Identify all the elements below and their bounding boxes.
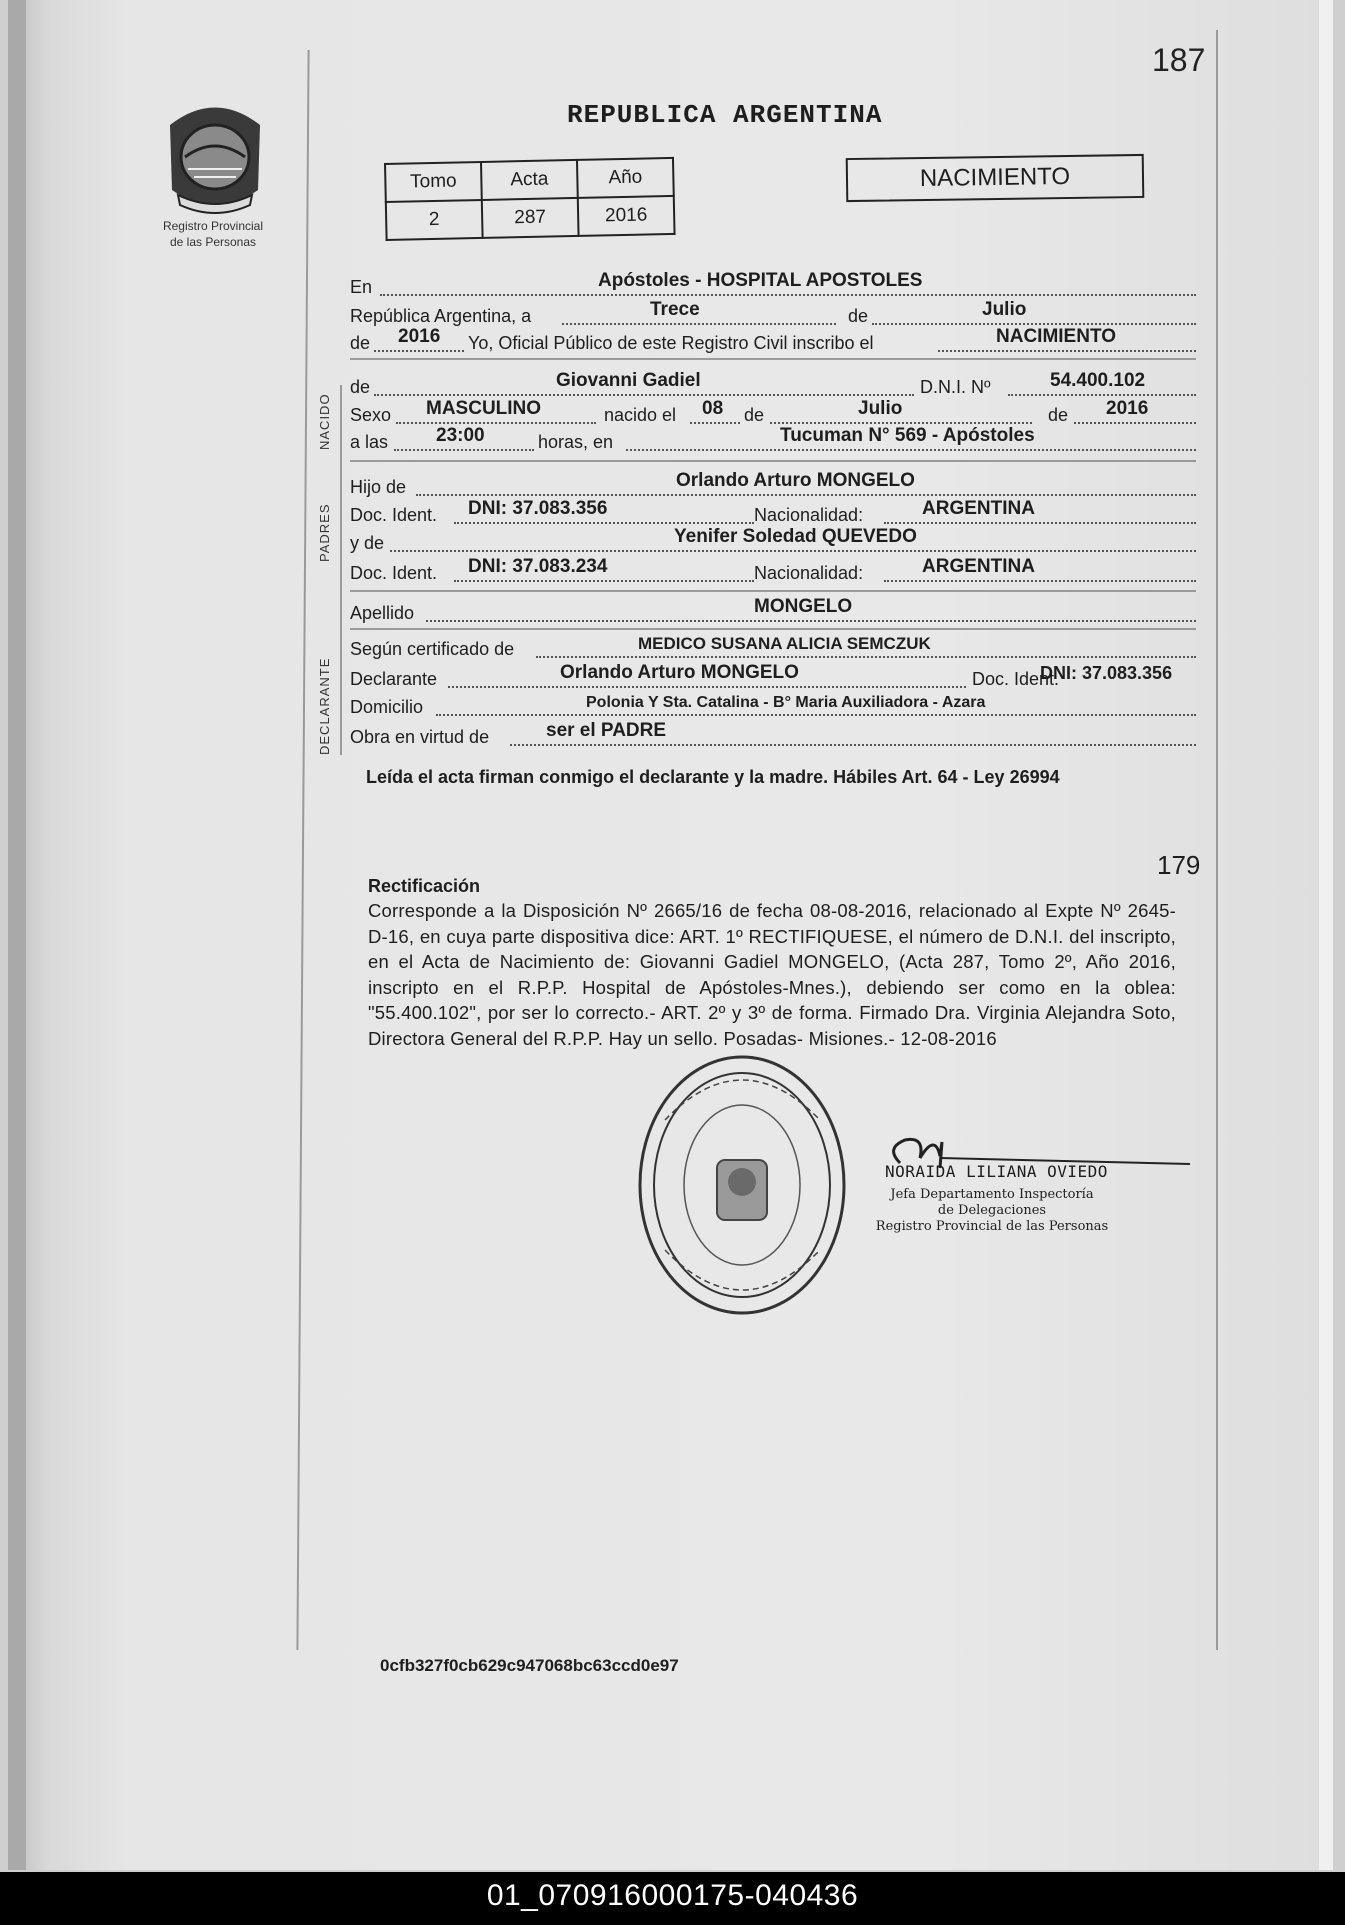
- field-value: 2016: [1106, 398, 1149, 419]
- dotted-line: [448, 686, 966, 688]
- page-left-edge: [8, 0, 26, 1870]
- seal-caption: [138, 218, 288, 250]
- field-value: Orlando Arturo MONGELO: [560, 662, 799, 683]
- field-label: En: [350, 277, 373, 297]
- field-label: Doc. Ident.: [972, 669, 1060, 689]
- field-value: Yenifer Soledad QUEVEDO: [674, 526, 917, 547]
- official-stamp-icon: [635, 1050, 850, 1320]
- field-doc-padre: [350, 498, 1196, 528]
- rectification-title: Rectificación: [368, 876, 481, 896]
- field-certificado: [350, 632, 1196, 662]
- registry-value: 2016: [578, 196, 675, 236]
- section-divider: [350, 358, 1196, 360]
- field-label: Declarante: [350, 669, 438, 689]
- dotted-line: [390, 550, 1196, 552]
- section-divider: [350, 460, 1196, 462]
- rectification-number: 179: [1157, 850, 1201, 880]
- field-value: DNI: 37.083.356: [1040, 663, 1173, 683]
- field-label: Nacionalidad:: [754, 505, 864, 525]
- signatory-role-line: de Delegaciones: [937, 1203, 1047, 1218]
- field-label: nacido el: [604, 405, 677, 425]
- seal-caption-line: Registro Provincial: [162, 219, 264, 233]
- field-year: [350, 326, 1196, 356]
- signatory-role-line: Jefa Departamento Inspectoría: [890, 1187, 1094, 1202]
- dotted-line: [374, 350, 464, 352]
- field-doc-madre: [350, 556, 1196, 586]
- field-nombre: [350, 370, 1196, 400]
- section-divider: [350, 590, 1196, 592]
- field-apellido: [350, 596, 1196, 626]
- field-value: Julio: [982, 299, 1027, 320]
- provincial-seal-icon: [150, 95, 280, 215]
- field-label: horas, en: [538, 432, 614, 452]
- page-number: 187: [1152, 42, 1206, 78]
- field-value: 54.400.102: [1050, 370, 1146, 391]
- field-value: Orlando Arturo MONGELO: [676, 470, 915, 491]
- field-label: de: [848, 306, 869, 326]
- field-label: de: [350, 377, 371, 397]
- registry-value: 287: [482, 198, 579, 238]
- field-value: Tucuman N° 569 - Apóstoles: [780, 425, 1035, 446]
- registry-header: Acta: [481, 160, 578, 200]
- field-value: Giovanni Gadiel: [556, 370, 701, 391]
- dotted-line: [562, 323, 836, 325]
- field-value: Julio: [858, 398, 903, 419]
- field-en: [350, 270, 1196, 300]
- dotted-line: [536, 656, 1196, 658]
- dotted-line: [1008, 394, 1196, 396]
- field-label: D.N.I. Nº: [920, 377, 991, 397]
- dotted-line: [626, 449, 1196, 451]
- closing-statement: Leída el acta firman conmigo el declarante y la madre. Hábiles Art. 64 - Ley 26994: [366, 767, 1060, 787]
- dotted-line: [1074, 422, 1196, 424]
- margin-line-right: [1216, 30, 1218, 1650]
- dotted-line: [454, 580, 754, 582]
- field-madre: [350, 526, 1196, 556]
- field-value: ser el PADRE: [546, 720, 667, 741]
- field-republica: [350, 299, 1196, 329]
- field-value: MONGELO: [754, 596, 853, 617]
- section-line: [340, 385, 342, 755]
- dotted-line: [454, 522, 754, 524]
- field-label: y de: [350, 533, 385, 553]
- field-value: DNI: 37.083.234: [468, 556, 608, 577]
- field-domicilio: [350, 690, 1196, 720]
- side-label-declarante: DECLARANTE: [317, 657, 332, 755]
- field-value: Apóstoles - HOSPITAL APOSTOLES: [598, 270, 923, 291]
- field-value: Trece: [650, 299, 700, 320]
- field-label: Apellido: [350, 603, 415, 623]
- seal-caption-line: de las Personas: [169, 235, 257, 249]
- field-label: Doc. Ident.: [350, 505, 438, 525]
- dotted-line: [426, 620, 1196, 622]
- field-label: República Argentina, a: [350, 306, 532, 326]
- signatory-role-line: Registro Provincial de las Personas: [875, 1219, 1109, 1234]
- field-declarante: [350, 662, 1196, 692]
- field-label: Yo, Oficial Público de este Registro Civil inscribo el: [468, 333, 874, 353]
- field-value: 2016: [398, 326, 441, 347]
- side-label-nacido: NACIDO: [317, 393, 332, 450]
- field-label: de: [744, 405, 765, 425]
- section-divider: [350, 628, 1196, 630]
- footer-identifier: 01_070916000175-040436: [486, 1879, 859, 1912]
- document-hash: 0cfb327f0cb629c947068bc63ccd0e97: [380, 1656, 679, 1675]
- registry-header: Año: [577, 158, 674, 198]
- registry-value: 2: [386, 200, 483, 240]
- field-obra: [350, 720, 1196, 750]
- field-value: NACIMIENTO: [996, 326, 1116, 347]
- field-value: 23:00: [436, 425, 485, 446]
- field-value: 08: [702, 398, 724, 419]
- dotted-line: [394, 449, 534, 451]
- record-type-box: NACIMIENTO: [846, 154, 1145, 202]
- registry-header: Tomo: [385, 162, 482, 202]
- rectification-body: Corresponde a la Disposición Nº 2665/16 de fecha 08-08-2016, relacionado al Expte Nº 2645-D-16, en cuya parte dispositiva dice: ART. 1º RECTIFIQUESE, el número de D.N.I. del inscripto, en el Acta de Nacimiento de: Giovanni Gadiel MONGELO, (Acta 287, Tomo 2º, Año 2016, inscripto en el R.P.P. Hospital de Apóstoles-Mnes.), debiendo ser como en la oblea: "55.400.102", por ser lo correcto.- ART. 2º y 3º de forma. Firmado Dra. Virginia Alejandra Soto, Directora General del R.P.P. Hay un sello. Posadas- Misiones.- 12-08-2016: [368, 900, 1176, 1049]
- field-label: de: [1048, 405, 1069, 425]
- page-right-edge: [1319, 0, 1333, 1870]
- dotted-line: [510, 744, 1196, 746]
- dotted-line: [436, 714, 1196, 716]
- field-label: Sexo: [350, 405, 392, 425]
- field-label: de: [350, 333, 371, 353]
- field-label: Nacionalidad:: [754, 563, 864, 583]
- field-hijo: [350, 470, 1196, 500]
- field-value: DNI: 37.083.356: [468, 498, 608, 519]
- dotted-line: [380, 294, 1196, 296]
- field-value: ARGENTINA: [922, 498, 1035, 519]
- dotted-line: [770, 422, 1032, 424]
- field-value: MASCULINO: [426, 398, 542, 419]
- field-value: ARGENTINA: [922, 556, 1035, 577]
- dotted-line: [374, 394, 914, 396]
- document-heading: REPUBLICA ARGENTINA: [567, 100, 883, 130]
- signatory-role: [872, 1187, 1112, 1235]
- field-value: MEDICO SUSANA ALICIA SEMCZUK: [638, 634, 931, 653]
- dotted-line: [938, 350, 1196, 352]
- field-label: Doc. Ident.: [350, 563, 438, 583]
- field-hora: [350, 425, 1196, 455]
- dotted-line: [872, 323, 1196, 325]
- field-label: Obra en virtud de: [350, 727, 490, 747]
- field-value: Polonia Y Sta. Catalina - B° Maria Auxiliadora - Azara: [586, 694, 986, 711]
- dotted-line: [396, 422, 596, 424]
- field-label: Según certificado de: [350, 639, 515, 659]
- side-label-padres: PADRES: [317, 503, 332, 562]
- dotted-line: [884, 580, 1196, 582]
- registry-table: [384, 157, 676, 241]
- field-label: a las: [350, 432, 389, 452]
- dotted-line: [884, 522, 1196, 524]
- dotted-line: [690, 422, 740, 424]
- dotted-line: [416, 494, 1196, 496]
- field-sexo: [350, 398, 1196, 428]
- field-label: Hijo de: [350, 477, 407, 497]
- field-label: Domicilio: [350, 697, 424, 717]
- signatory-name: NORAIDA LILIANA OVIEDO: [885, 1162, 1108, 1181]
